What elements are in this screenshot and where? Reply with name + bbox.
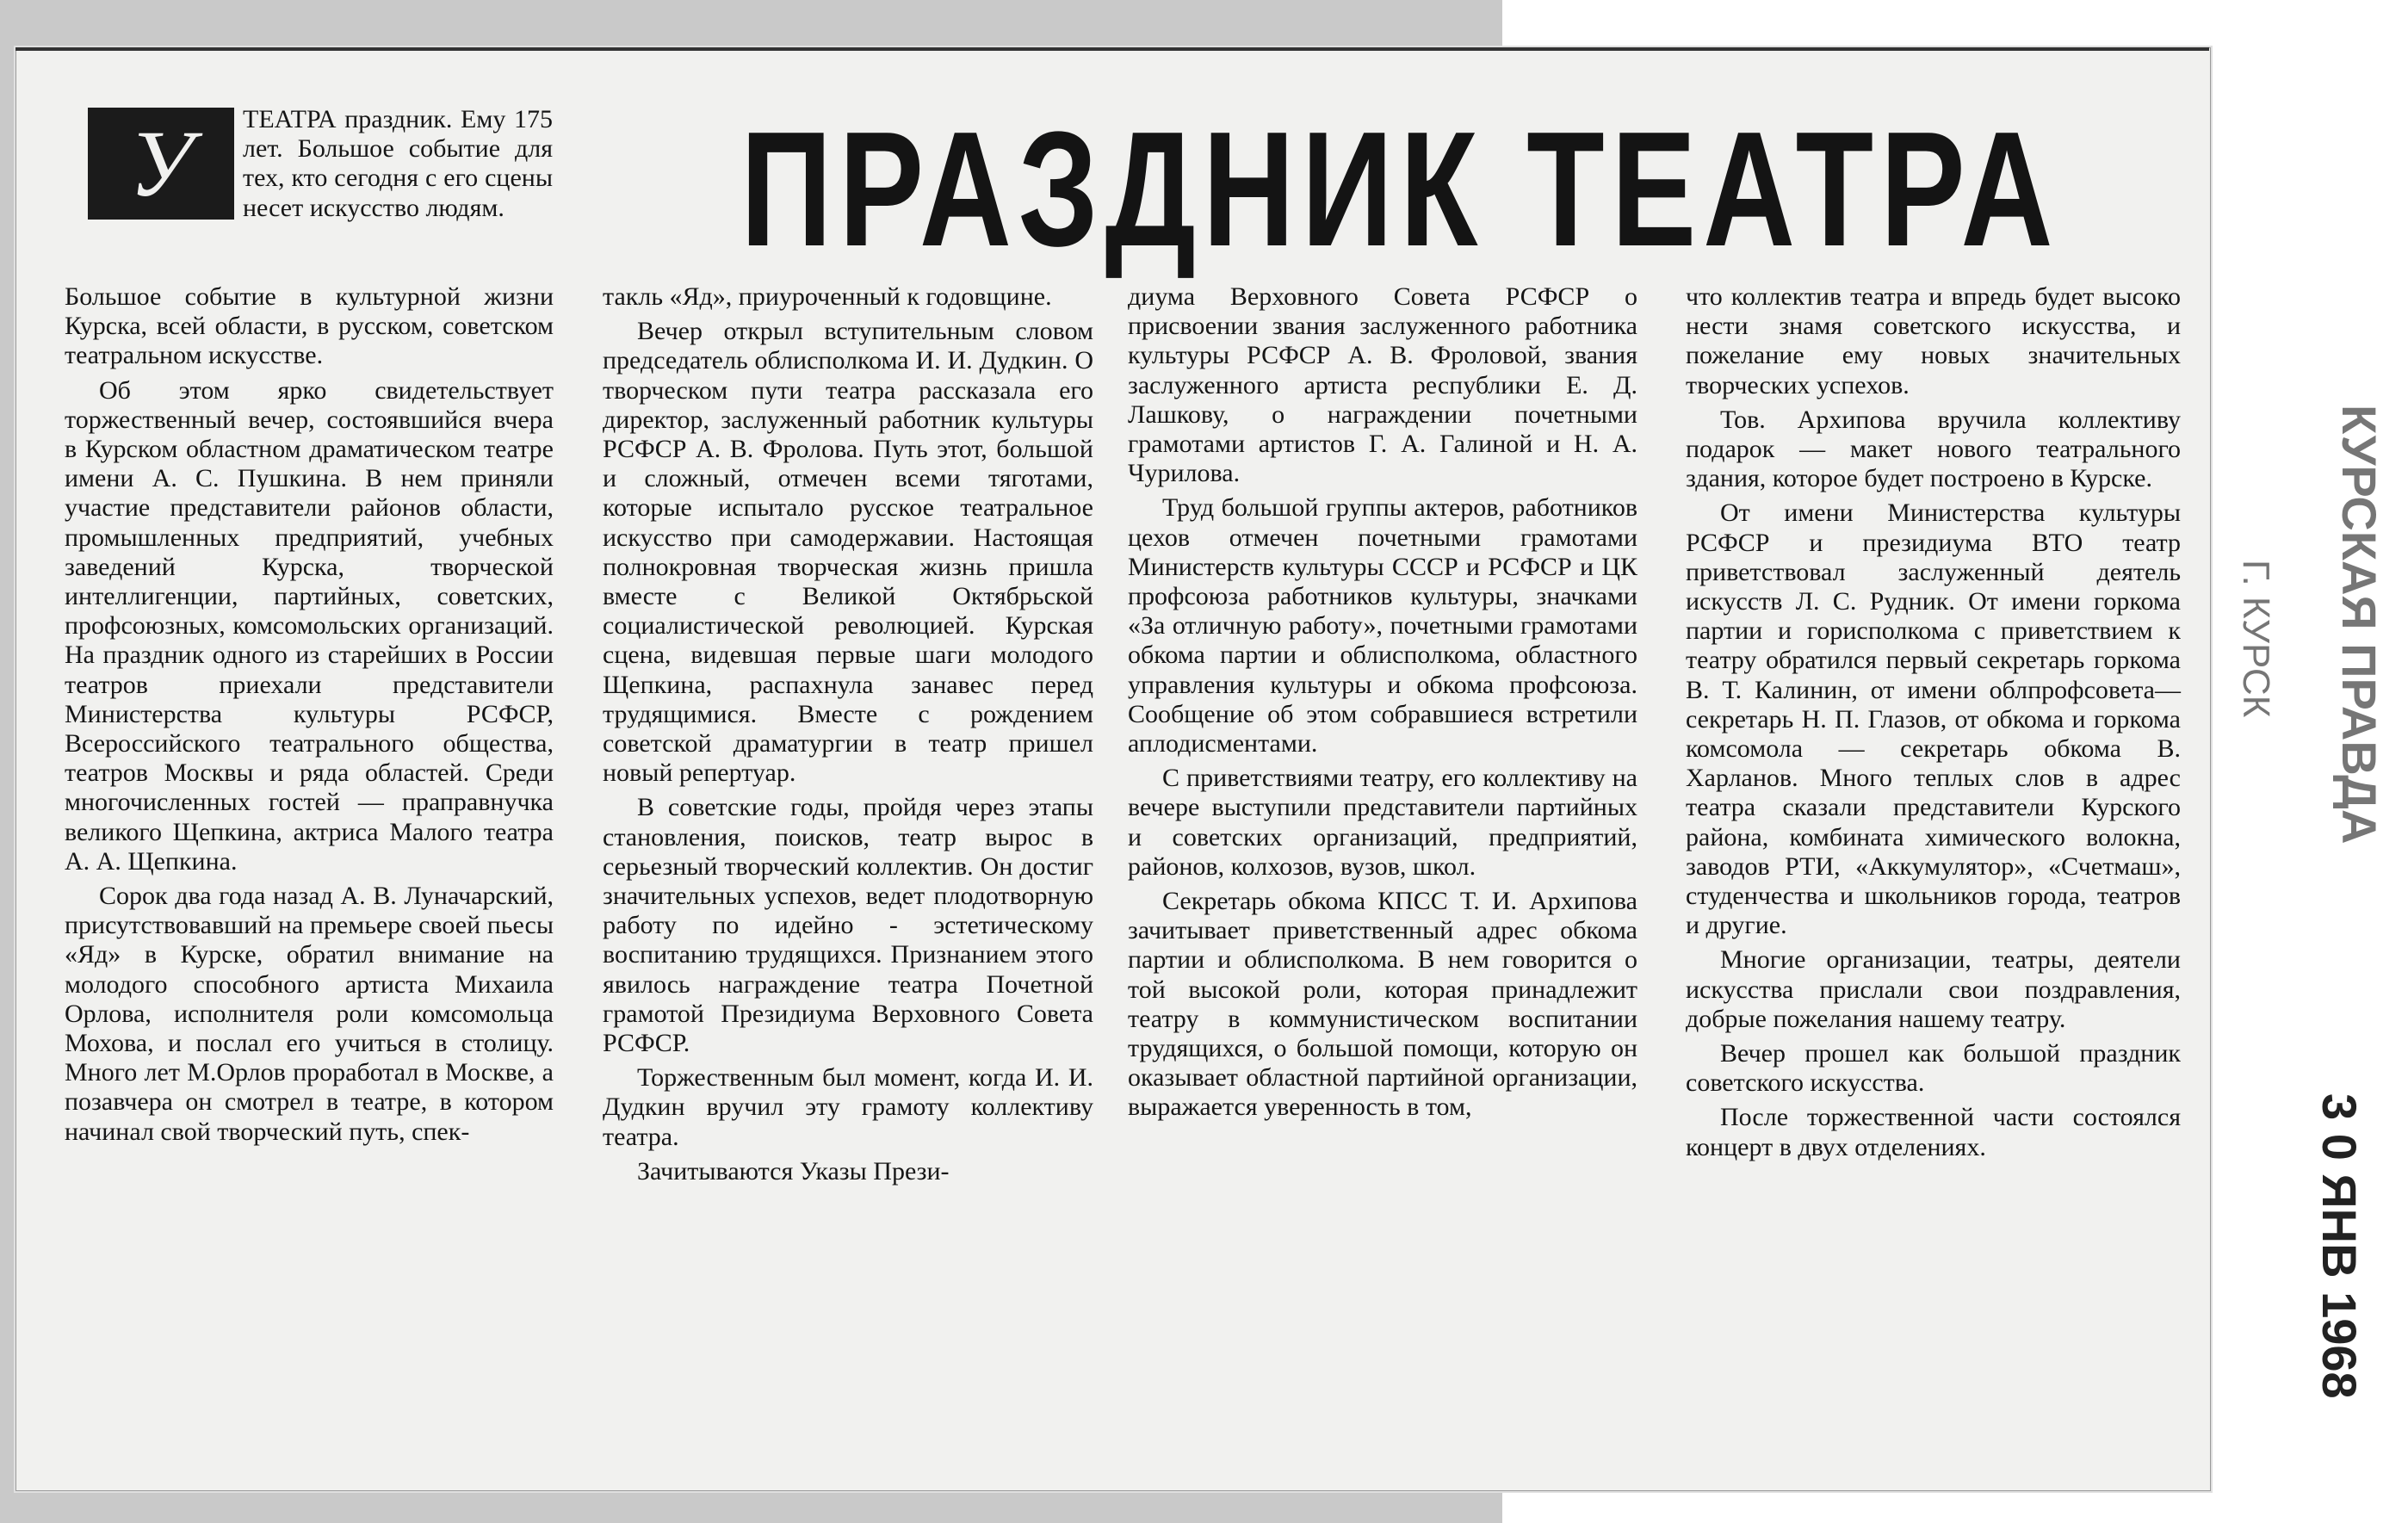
newspaper-name-stamp: КУРСКАЯ ПРАВДА <box>2332 405 2386 845</box>
paragraph: Большое событие в культурной жизни Курска, всей области, в русском, советском театральном искусстве. <box>65 282 554 370</box>
paragraph: диума Верховного Совета РСФСР о присвоении звания заслуженного работника культуры РСФСР А. В. Фроловой, звания заслуженного артиста республики Е. Д. Лашкову, о награждении почетными грамотами артистов Г. А. Галиной и Н. А. Чурилова. <box>1128 282 1637 488</box>
paragraph: Об этом ярко свидетельствует торжественный вечер, состоявшийся вчера в Курском областном драматическом театре имени А. С. Пушкина. В нем приняли участие представители районов области, промышленных предприятий, учебных заведений Курска, творческой интеллигенции, партийных, советских, профсоюзных, комсомольских организаций. На праздник одного из старейших в России театров приехали представители Министерства культуры РСФСР, Всероссийского театрального общества, театров Москвы и ряда областей. Среди многочисленных гостей — праправнучка великого Щепкина, актриса Малого театра А. А. Щепкина. <box>65 375 554 876</box>
paragraph: Труд большой группы актеров, работников цехов отмечен почетными грамотами Министерств культуры СССР и РСФСР и ЦК профсоюза работников культуры, значками «За отличную работу», почетными грамотами обкома партии и облисполкома, областного управления культуры и обкома профсоюза. Сообщение об этом собравшиеся встретили аплодисментами. <box>1128 493 1637 758</box>
paragraph: В советские годы, пройдя через этапы становления, поисков, театр вырос в серьезный творческий коллектив. Он достиг значительных успехов, ведет плодотворную работу по идейно - эстетическому воспитанию трудящихся. Признанием этого явилось награждение театра Почетной грамотой Президиума Верховного Совета РСФСР. <box>603 793 1093 1058</box>
paragraph: Секретарь обкома КПСС Т. И. Архипова зачитывает приветственный адрес обкома партии и облисполкома. В нем говорится о той высокой роли, которая принадлежит театру в коммунистическом воспитании трудящихся, о большой помощи, которую он оказывает областной партийной организации, выражается уверенность в том, <box>1128 887 1637 1122</box>
clipping-top-rule <box>15 47 2209 51</box>
paragraph: ТЕАТРА праздник. Ему 175 лет. Большое событие для тех, кто сегодня с его сцены несет искусство людям. <box>243 105 553 222</box>
paragraph: Сорок два года назад А. В. Луначарский, присутствовавший на премьере своей пьесы «Яд» в Курске, обратил внимание на молодого способного артиста Михаила Орлова, исполнителя роли комсомольца Мохова, и послал его учиться в столицу. Много лет М.Орлов проработал в Москве, а позавчера он смотрел в театре, в котором начинал свой творческий путь, спек- <box>65 882 554 1146</box>
lead-paragraph <box>243 105 553 228</box>
paragraph: От имени Министерства культуры РСФСР и президиума ВТО театр приветствовал заслуженный деятель искусств Л. С. Рудник. От имени горкома партии и горисполкома с приветствием к театру обратился первый секретарь горкома В. Т. Калинин, от имени облпрофсовета—секретарь Н. П. Глазов, от обкома и горкома комсомола — секретарь обкома В. Харланов. Много теплых слов в адрес театра сказали представители Курского района, комбината химического волокна, заводов РТИ, «Аккумулятор», «Счетмаш», студенчества и школьников города, театров и другие. <box>1686 498 2181 940</box>
date-stamp: 3 0 ЯНВ 1968 <box>2312 1093 2367 1399</box>
paragraph: Вечер прошел как большой праздник советского искусства. <box>1686 1039 2181 1098</box>
paragraph: С приветствиями театру, его коллективу на вечере выступили представители партийных и советских организаций, предприятий, районов, колхозов, вузов, школ. <box>1128 764 1637 881</box>
paragraph: Вечер открыл вступительным словом председатель облисполкома И. И. Дудкин. О творческом пути театра рассказала его директор, заслуженный работник культуры РСФСР А. В. Фролова. Путь этот, большой и сложный, отмечен всеми тяготами, которые испытало русское театральное искусство при самодержавии. Настоящая полнокровная творческая жизнь пришла вместе с Великой Октябрьской социалистической революцией. Курская сцена, видевшая первые шаги молодого Щепкина, распахнула занавес перед трудящимися. Вместе с рождением советской драматургии в театр пришел новый репертуар. <box>603 317 1093 788</box>
paragraph: Тов. Архипова вручила коллективу подарок — макет нового театрального здания, которое будет построено в Курске. <box>1686 405 2181 493</box>
article-column-2 <box>603 282 1093 1192</box>
article-column-4 <box>1686 282 2181 1167</box>
paragraph: После торжественной части состоялся концерт в двух отделениях. <box>1686 1103 2181 1161</box>
paragraph: такль «Яд», приуроченный к годовщине. <box>603 282 1052 311</box>
paragraph: Многие организации, театры, деятели искусства прислали свои поздравления, добрые пожелания нашему театру. <box>1686 945 2181 1033</box>
paragraph: что коллектив театра и впредь будет высоко нести знамя советского искусства, и пожелание ему новых значительных творческих успехов. <box>1686 282 2181 399</box>
city-stamp: Г. КУРСК <box>2235 560 2277 718</box>
paragraph: Торжественным был момент, когда И. И. Дудкин вручил эту грамоту коллективу театра. <box>603 1063 1093 1151</box>
headline: ПРАЗДНИК ТЕАТРА <box>740 98 2060 281</box>
paragraph: Зачитываются Указы Прези- <box>637 1156 950 1186</box>
article-column-3 <box>1128 282 1637 1128</box>
drop-cap-letter: У <box>88 108 234 220</box>
article-column-1 <box>65 282 554 1152</box>
